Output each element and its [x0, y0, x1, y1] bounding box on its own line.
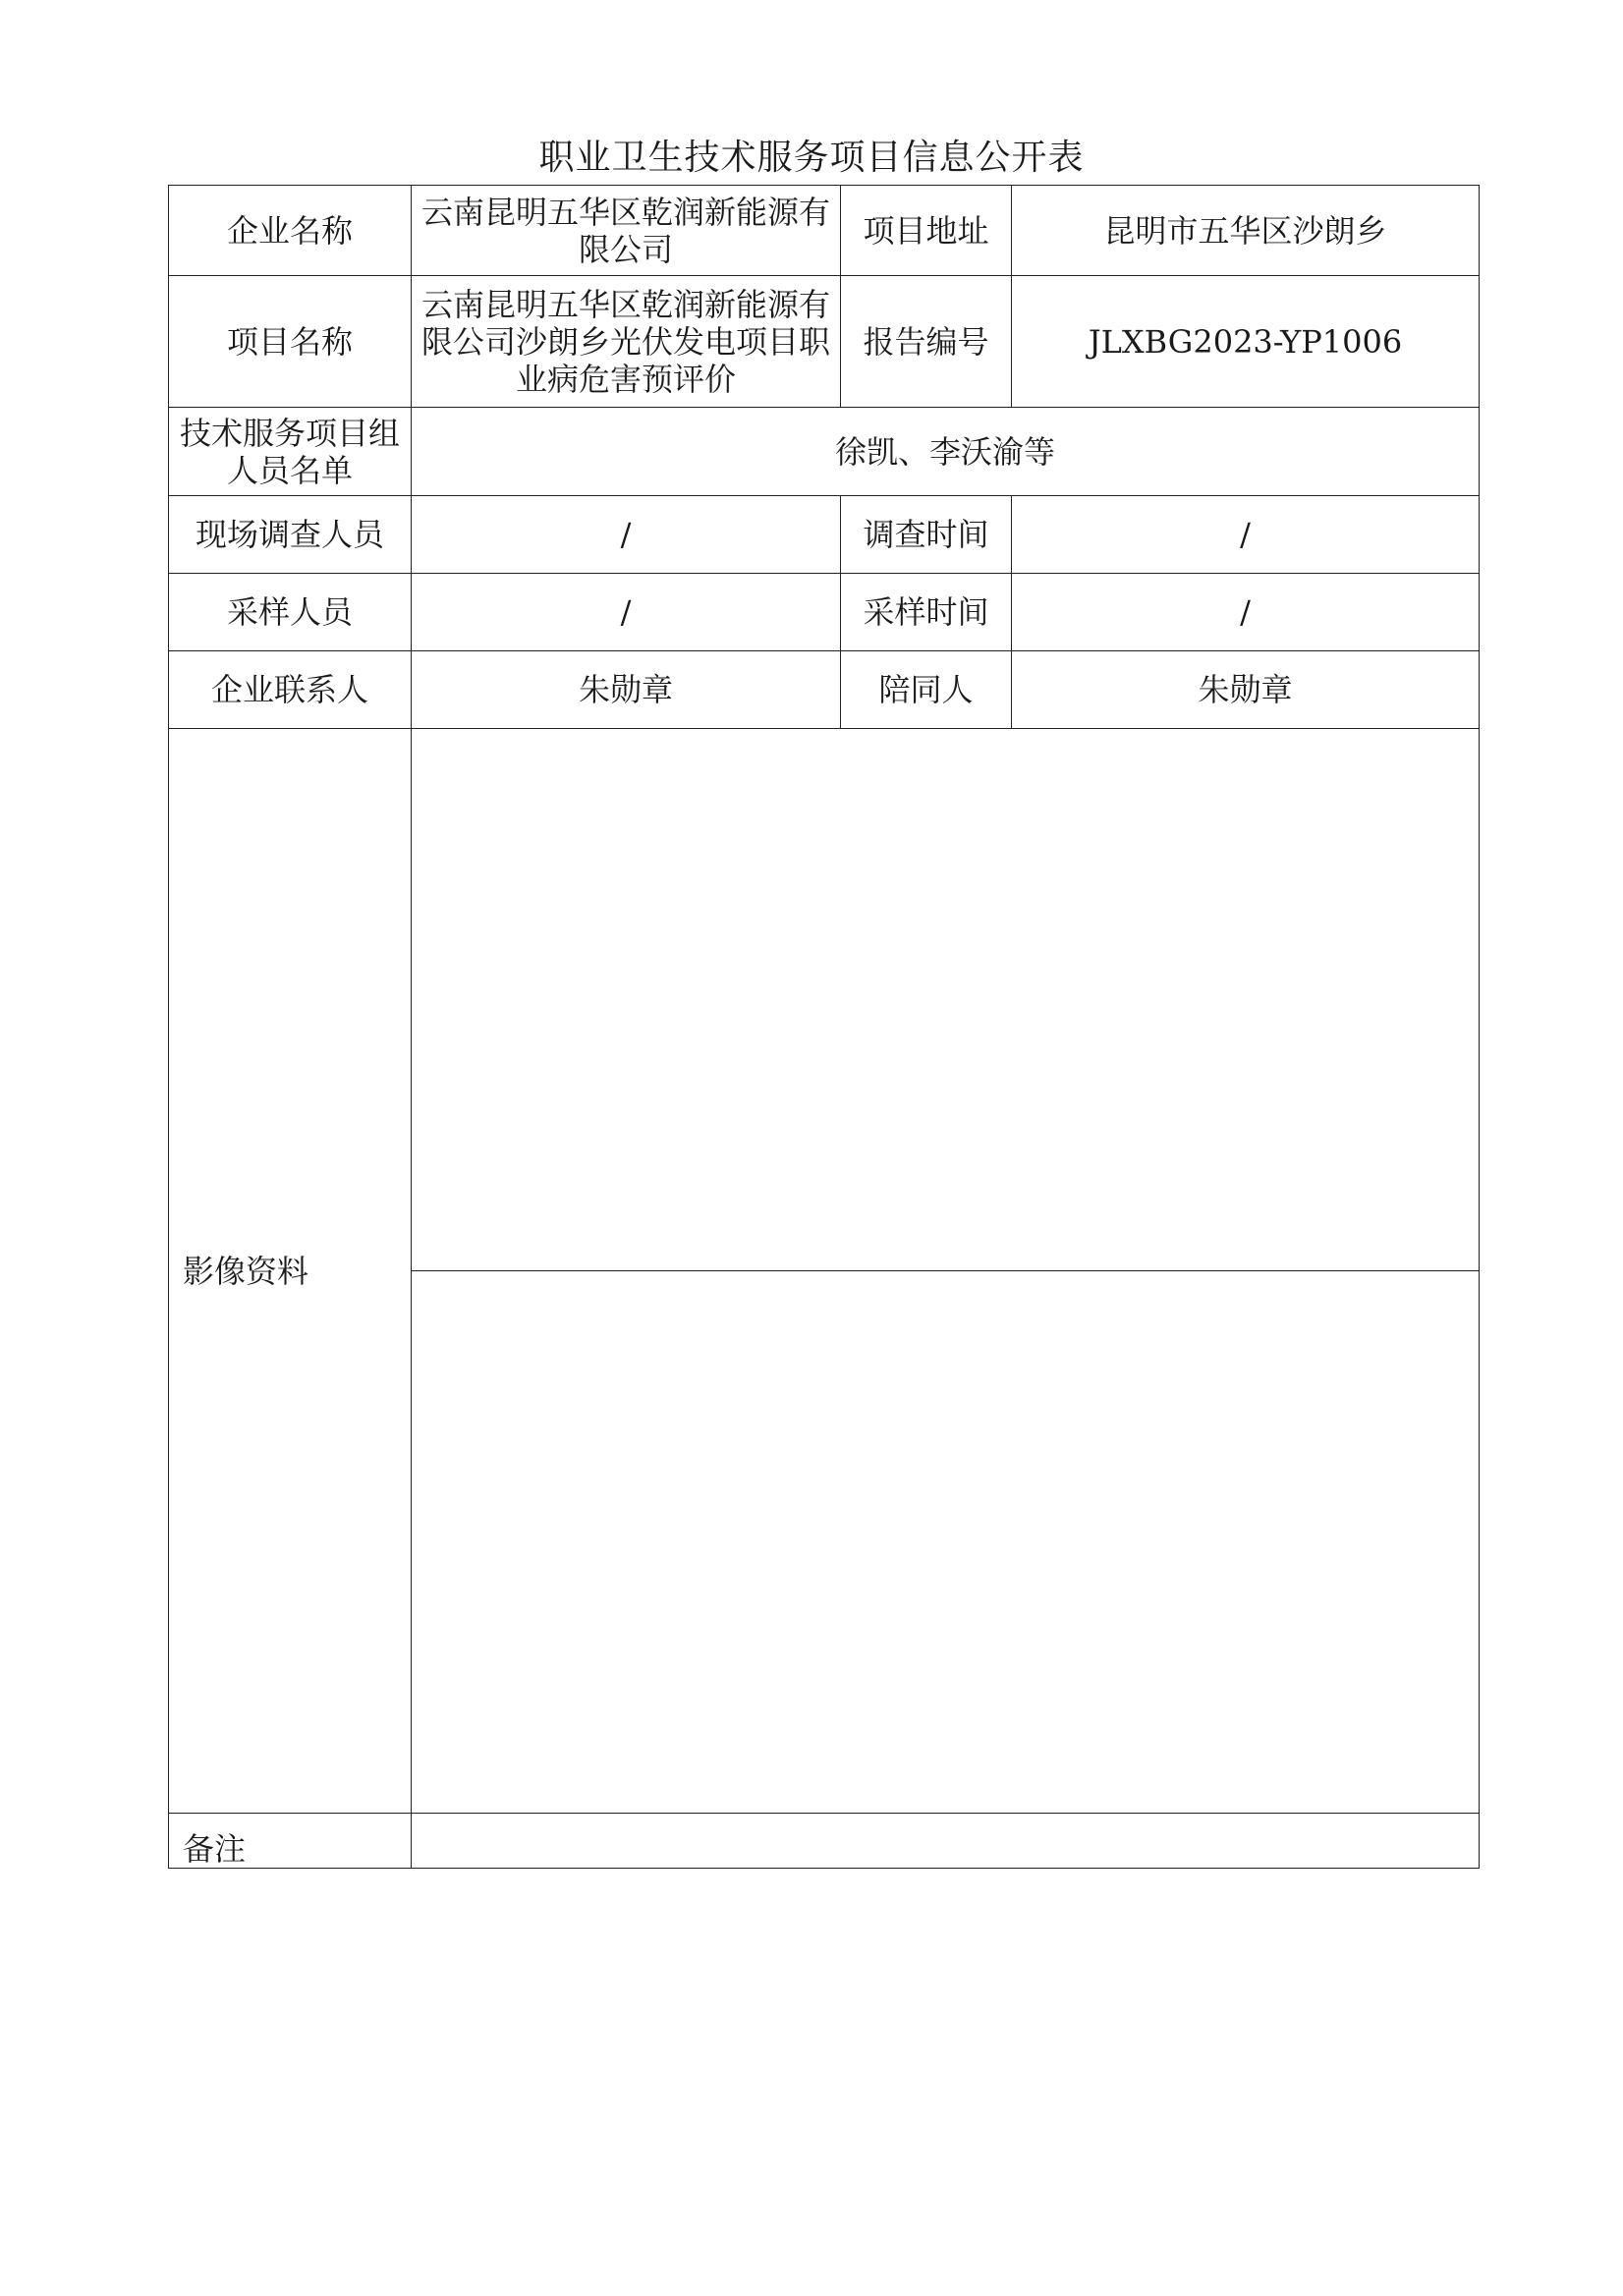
label-team-members: 技术服务项目组人员名单	[169, 408, 412, 496]
survey-time-value: /	[1012, 496, 1480, 574]
team-members-value: 徐凯、李沃渝等	[412, 408, 1480, 496]
table-row-project	[169, 276, 1480, 408]
info-table	[168, 185, 1480, 1869]
label-project-name: 项目名称	[169, 276, 412, 408]
project-address-value: 昆明市五华区沙朗乡	[1012, 186, 1480, 276]
table-row-images-top	[169, 729, 1480, 1271]
label-sampling-time: 采样时间	[841, 574, 1012, 651]
label-sampling-staff: 采样人员	[169, 574, 412, 651]
sampling-time-value: /	[1012, 574, 1480, 651]
remarks-value	[412, 1814, 1480, 1869]
sampling-staff-value: /	[412, 574, 841, 651]
table-row-company	[169, 186, 1480, 276]
label-survey-time: 调查时间	[841, 496, 1012, 574]
company-contact-value: 朱勋章	[412, 651, 841, 729]
label-survey-staff: 现场调查人员	[169, 496, 412, 574]
label-project-address: 项目地址	[841, 186, 1012, 276]
image-slot-1	[412, 729, 1480, 1271]
label-company-name: 企业名称	[169, 186, 412, 276]
table-row-sampling	[169, 574, 1480, 651]
label-companion: 陪同人	[841, 651, 1012, 729]
company-name-value: 云南昆明五华区乾润新能源有限公司	[412, 186, 841, 276]
table-row-survey	[169, 496, 1480, 574]
table-row-team	[169, 408, 1480, 496]
table-row-remarks	[169, 1814, 1480, 1869]
label-image-materials: 影像资料	[169, 729, 412, 1814]
image-slot-2	[412, 1271, 1480, 1814]
document-title: 职业卫生技术服务项目信息公开表	[538, 138, 1085, 178]
label-remarks: 备注	[169, 1814, 412, 1869]
table-row-contact	[169, 651, 1480, 729]
report-number-value: JLXBG2023-YP1006	[1012, 276, 1480, 408]
companion-value: 朱勋章	[1012, 651, 1480, 729]
label-company-contact: 企业联系人	[169, 651, 412, 729]
survey-staff-value: /	[412, 496, 841, 574]
label-report-number: 报告编号	[841, 276, 1012, 408]
project-name-value: 云南昆明五华区乾润新能源有限公司沙朗乡光伏发电项目职业病危害预评价	[412, 276, 841, 408]
